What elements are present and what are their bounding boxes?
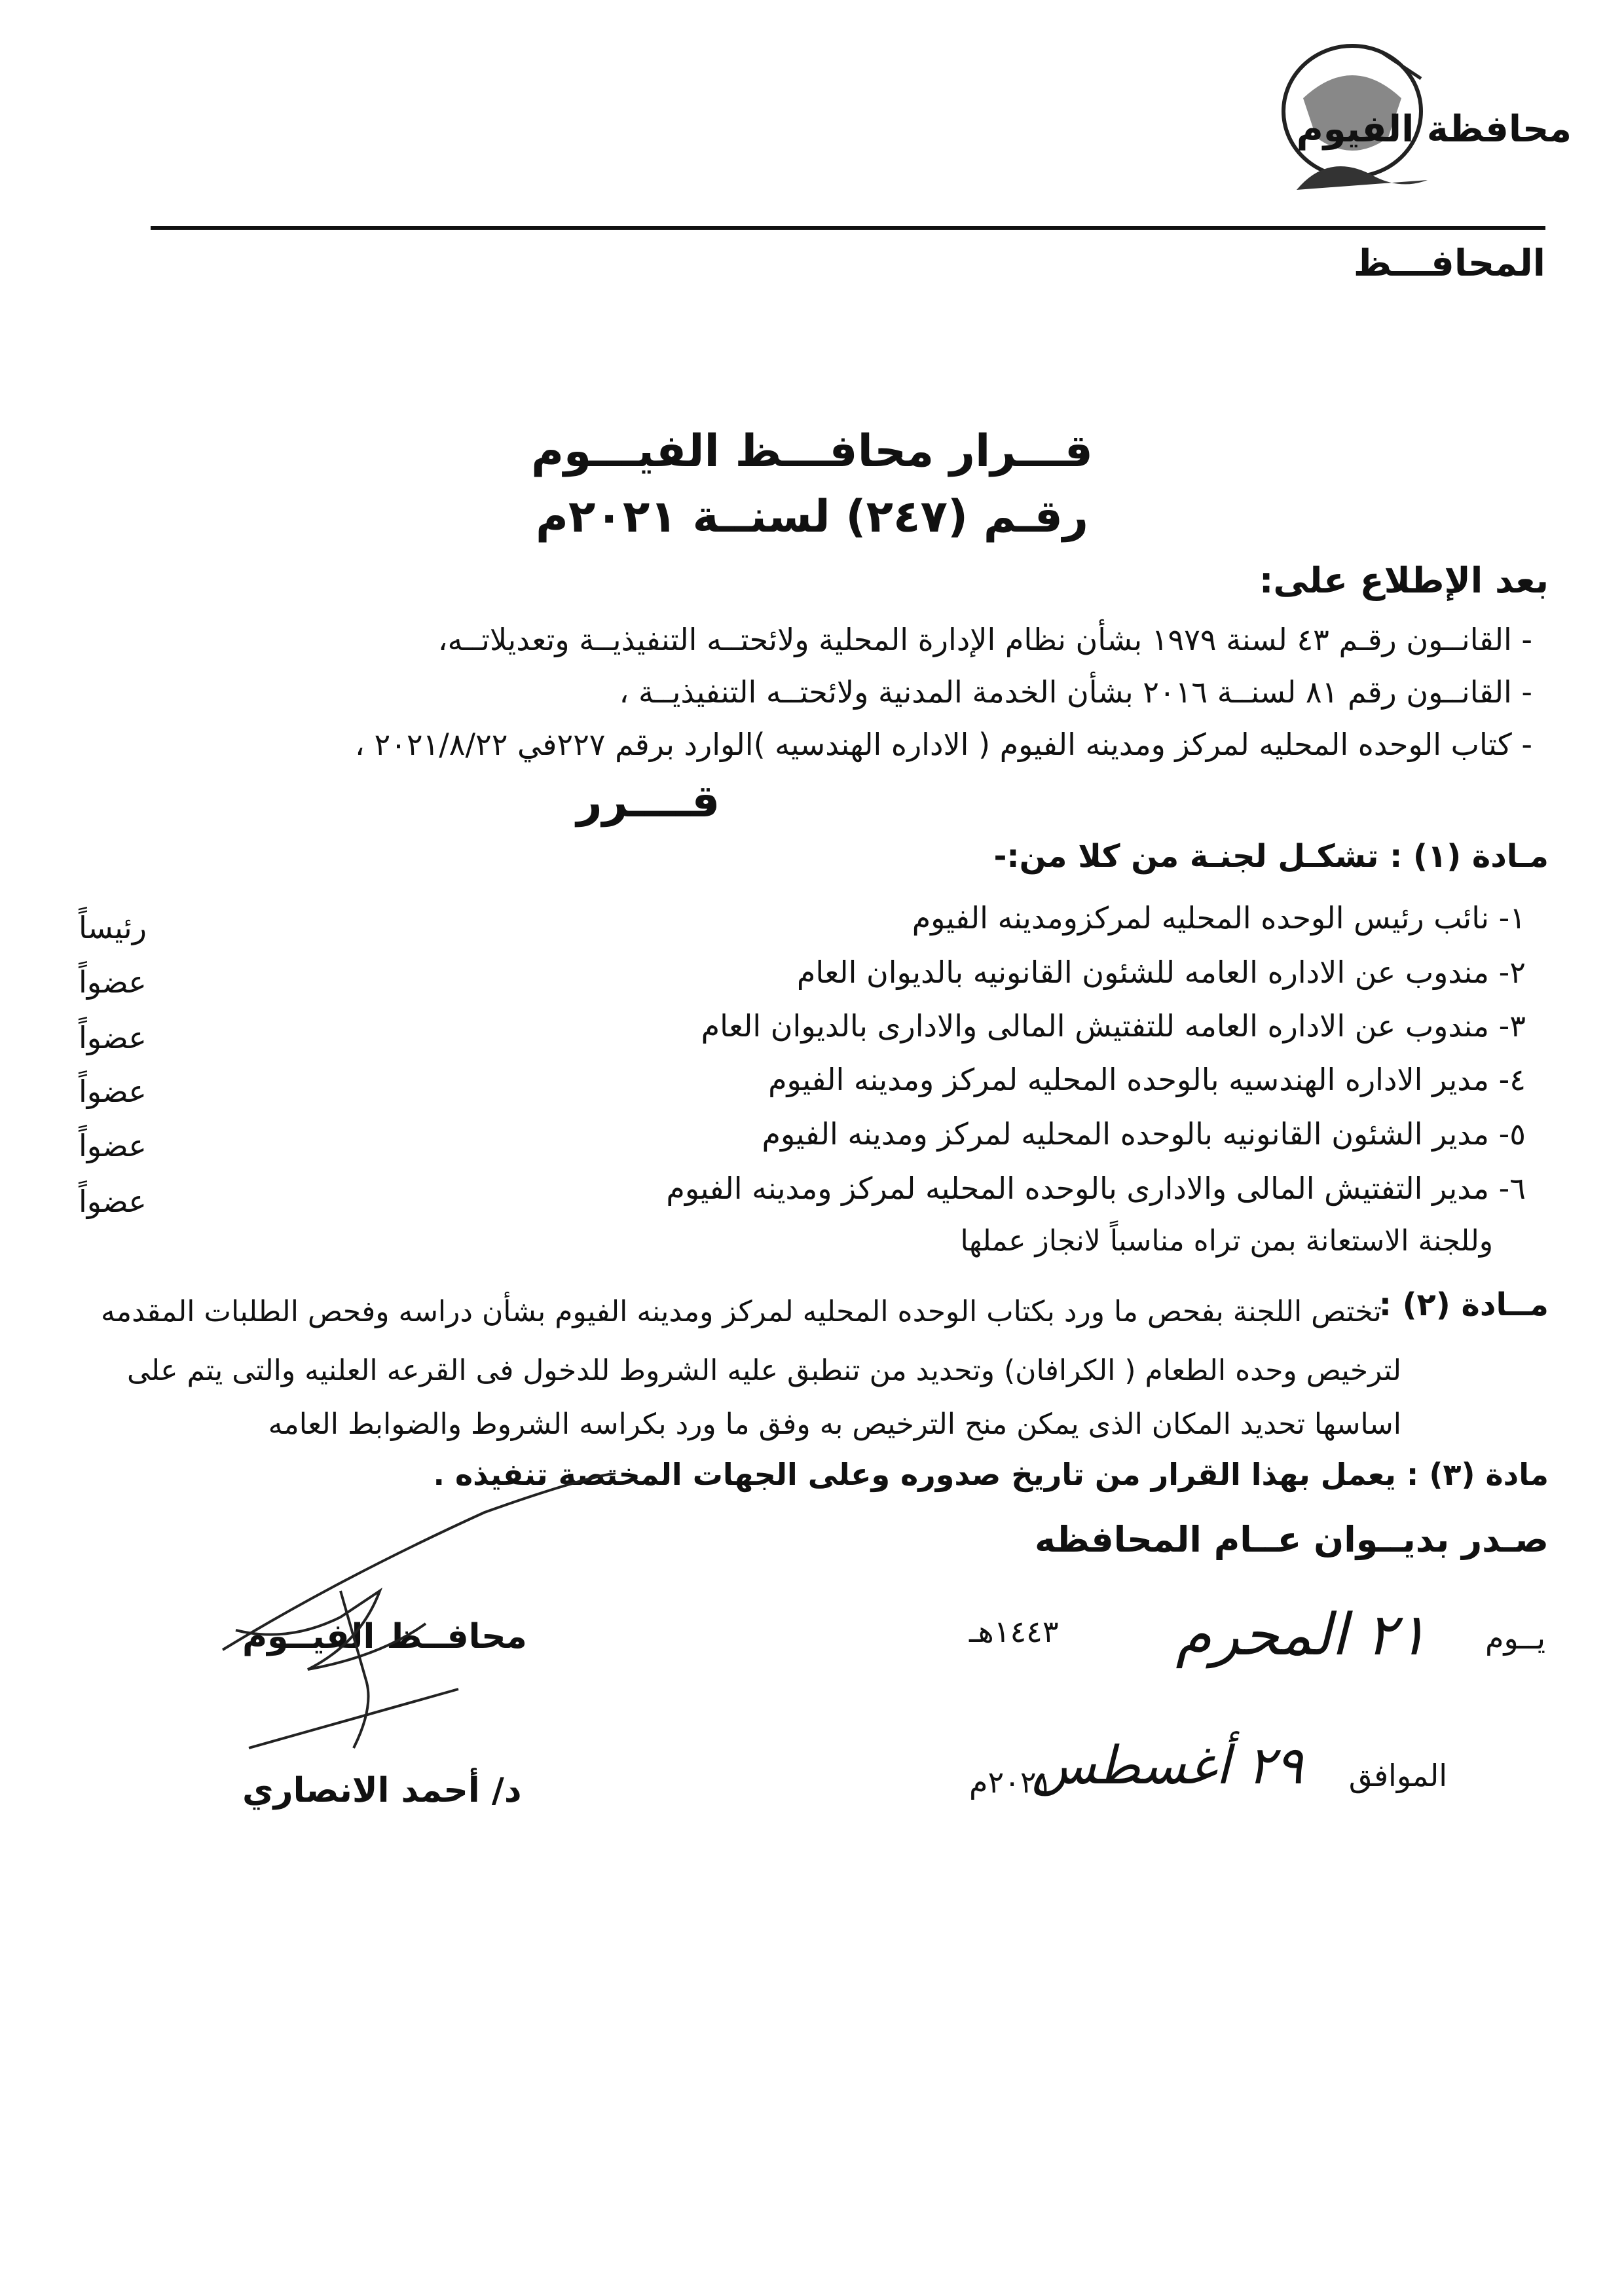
member-4: ٤- مدير الاداره الهندسيه بالوحده المحليه لمركز ومدينه الفيوم	[768, 1062, 1526, 1097]
member-2-role: عضواً	[79, 964, 147, 1000]
day-label: يــوم	[1485, 1620, 1545, 1656]
signer-title: محافــظ الفيــوم	[242, 1617, 527, 1656]
article-3: مادة (٣) : يعمل بهذا القرار من تاريخ صدوره وعلى الجهات المختصة تنفيذه .	[433, 1457, 1549, 1492]
hijri-year: ١٤٤٣هـ	[969, 1614, 1059, 1649]
article-1-note: وللجنة الاستعانة بمن تراه مناسباً لانجاز عملها	[960, 1224, 1493, 1258]
member-1: ١- نائب رئيس الوحده المحليه لمركزومدينه الفيوم	[912, 900, 1526, 936]
member-5: ٥- مدير الشئون القانونيه بالوحده المحليه لمركز ومدينه الفيوم	[762, 1116, 1526, 1152]
article-1-title: مـادة (١) : تشكـل لجنـة من كلا من:-	[993, 838, 1549, 875]
header-divider	[151, 226, 1545, 230]
article-2-line-2: لترخيص وحده الطعام ( الكرافان) وتحديد من تنطبق عليه الشروط للدخول فى القرعه العلنيه والتى يتم على	[127, 1354, 1401, 1387]
member-1-role: رئيساً	[79, 910, 147, 945]
article-2-line-1: تختص اللجنة بفحص ما ورد بكتاب الوحده المحليه لمركز ومدينه الفيوم بشأن دراسه وفحص الطلبات المقدمه	[100, 1295, 1382, 1328]
date-handwritten: ٢٩ أغسطس	[1031, 1735, 1303, 1796]
decided-heading: قــــرر	[576, 776, 720, 828]
issued-line: صـدر بديــوان عــام المحافظه	[1035, 1519, 1549, 1560]
decree-number: رقـم (٢٤٧) لسنــة ٢٠٢١م	[535, 491, 1088, 543]
member-5-role: عضواً	[79, 1128, 147, 1163]
agreed-label: الموافق	[1348, 1758, 1447, 1793]
member-2: ٢- مندوب عن الاداره العامه للشئون القانونيه بالديوان العام	[796, 955, 1526, 990]
governorate-name: محافظة الفيوم	[1296, 108, 1572, 151]
decree-title: قـــرار محافـــظ الفيـــوم	[531, 426, 1093, 477]
gregorian-year: ٢٠٢١م	[969, 1764, 1053, 1800]
reference-1: - القانــون رقـم ٤٣ لسنة ١٩٧٩ بشأن نظام الإدارة المحلية ولائحتــه التنفيذيــة وتعديلاتــه،	[437, 622, 1532, 657]
day-handwritten: ٢١ المحرم	[1175, 1601, 1428, 1668]
signature	[210, 1473, 668, 1774]
member-3-role: عضواً	[79, 1020, 147, 1055]
member-6-role: عضواً	[79, 1184, 147, 1219]
article-2-line-3: اساسها تحديد المكان الذى يمكن منح الترخيص به وفق ما ورد بكراسه الشروط والضوابط العامه	[268, 1408, 1401, 1441]
office-title: المحافـــظ	[1353, 242, 1545, 285]
reference-3: - كتاب الوحده المحليه لمركز ومدينه الفيوم ( الاداره الهندسيه )الوارد برقم ٢٢٧في ٢٠٢١/٨/٢٢ ،	[355, 727, 1532, 762]
reference-2: - القانــون رقم ٨١ لسنــة ٢٠١٦ بشأن الخدمة المدنية ولائحتــه التنفيذيــة ،	[619, 674, 1532, 710]
article-2-title: مــادة (٢) :	[1378, 1286, 1549, 1323]
member-3: ٣- مندوب عن الاداره العامه للتفتيش المالى والادارى بالديوان العام	[701, 1008, 1526, 1044]
member-4-role: عضواً	[79, 1074, 147, 1109]
preamble-heading: بعد الإطلاع على:	[1259, 560, 1549, 601]
member-6: ٦- مدير التفتيش المالى والادارى بالوحده المحليه لمركز ومدينه الفيوم	[666, 1171, 1526, 1206]
signer-name: د/ أحمد الانصاري	[242, 1771, 522, 1810]
